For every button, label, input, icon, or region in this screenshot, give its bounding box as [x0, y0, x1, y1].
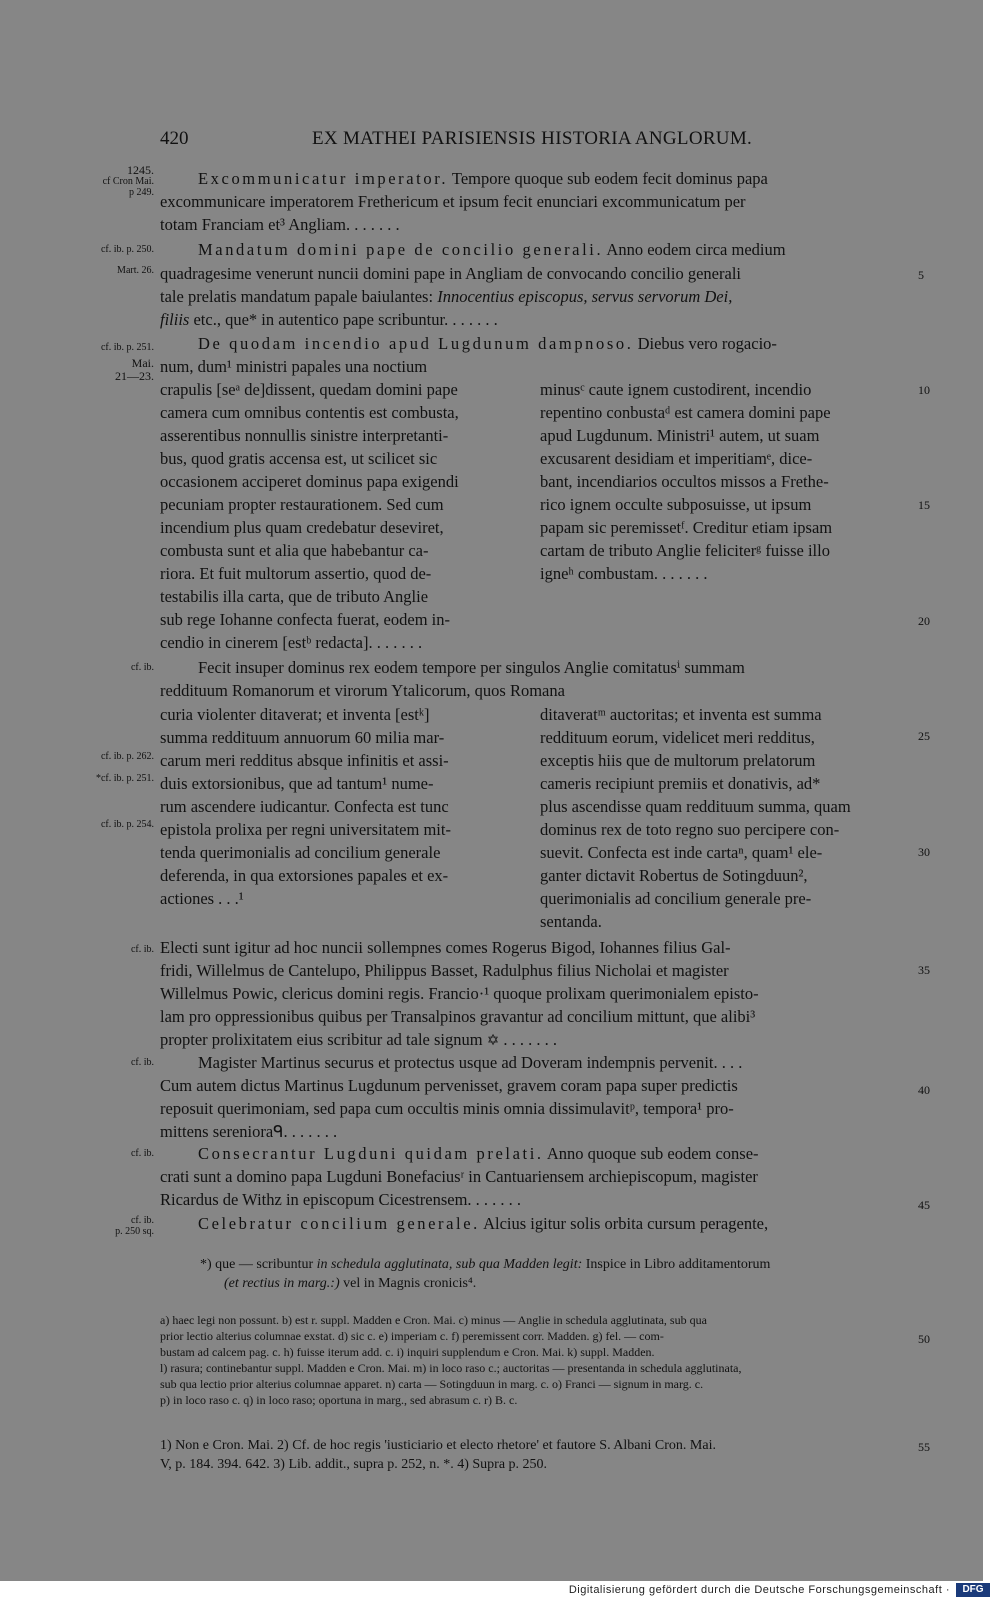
line-number: 10	[918, 383, 930, 397]
margin-note: cf. ib. p. 251.	[100, 342, 154, 353]
margin-note: Mai. 21—23.	[115, 356, 154, 383]
line-number: 50	[918, 1332, 930, 1346]
section-heading: Consecrantur Lugduni quidam prelati.	[198, 1144, 544, 1163]
line-number: 35	[918, 963, 930, 977]
text-line: totam Franciam et³ Angliam. . . . . . .	[160, 215, 400, 234]
section-heading: Celebratur concilium generale.	[198, 1214, 480, 1233]
right-column-1: minusᶜ caute ignem custodirent, incendio repentino conbustaᵈ est camera domini pape apud Lugdunum. Ministri¹ autem, ut suam excusarent desidiam et imperitiamᵉ, dice- bant, incendiarios occultos missos a Frethe- rico ignem occulte subposuisse, ut ipsum papam sic peremissetᶠ. Creditur etiam ipsam cartam de tributo Anglie feliciterᵍ fuisse illo igneʰ combustam. . . . . . .	[540, 380, 833, 583]
margin-note: cf. ib.	[130, 1057, 154, 1068]
line-number: 15	[918, 498, 930, 512]
text-line: Consecrantur Lugduni quidam prelati. Anno quoque sub eodem conse-	[160, 1143, 900, 1164]
lettered-footnotes: a) haec legi non possunt. b) est r. suppl. Madden e Cron. Mai. c) minus — Anglie in schedula agglutinata, sub qua prior lectio alterius columnae exstat. d) sic c. e) imperiam c. f) peremissent corr. Madden. g) fel. — com- bustam ad calcem pag. c. h) fuisse iterum add. c. i) inquiri supplendum e Cron. Mai. k) suppl. Madden. l) rasura; continebantur suppl. Madden e Cron. Mai. m) in loco raso c.; auctoritas — presentanda in schedula agglutinata, sub qua lectio prior alterius columnae apparet. n) carta — Sotingduun in marg. c. o) Franci — signum in marg. c. p) in loco raso c. q) in loco raso; oportuna in marg., sed abrasum c. r) B. c.	[160, 1313, 742, 1407]
text-line: Excommunicatur imperator. Tempore quoque sub eodem fecit dominus papa	[160, 168, 900, 189]
footer-bar	[0, 1581, 1000, 1600]
star-footnote: *) que — scribuntur in schedula agglutinata, sub qua Madden legit: Inspice in Libro additamentorum (et rectius in marg.:) vel in Magnis cronicis⁴.	[200, 1257, 771, 1291]
text-line: mittens serenioraᑫ. . . . . . .	[160, 1122, 338, 1141]
text-line: De quodam incendio apud Lugdunum dampnoso. Diebus vero rogacio-	[160, 333, 900, 354]
dfg-logo: DFG	[956, 1583, 990, 1597]
section-heading: De quodam incendio apud Lugdunum dampnoso.	[198, 334, 634, 353]
text-line: crati sunt a domino papa Lugduni Bonefaciusʳ in Cantuariensem archiepiscopum, magister	[160, 1167, 758, 1186]
page-number: 420	[160, 128, 189, 149]
margin-note: *cf. ib. p. 251.	[95, 773, 154, 784]
text-line: reddituum Romanorum et virorum Ytalicorum, quos Romana	[160, 681, 565, 700]
left-column-1: crapulis [seᵃ de]dissent, quedam domini pape camera cum omnibus contentis est combusta, asserentibus nonnullis sinistre interpretanti- bus, quod gratis accensa est, ut scilicet sic occasionem acciperet dominus papa exigendi pecuniam propter restaurationem. Sed cum incendium plus quam credebatur deseviret, combusta sunt et alia que habebantur ca- riora. Et fuit multorum assertio, quod de- testabilis illa carta, que de tributo Anglie sub rege Iohanne confecta fuerat, eodem in- cendio in cinerem [estᵇ redacta]. . . . . . .	[160, 380, 459, 652]
margin-note: cf. ib.	[130, 944, 154, 955]
margin-note: cf. ib. p. 250 sq.	[115, 1215, 154, 1237]
margin-note: 1245. cf Cron Mai. p 249.	[102, 163, 154, 198]
text-line: filiis etc., que* in autentico pape scribuntur. . . . . . .	[160, 310, 498, 329]
text-line: tale prelatis mandatum papale baiulantes: Innocentius episcopus, servus servorum Dei,	[160, 287, 733, 306]
section-heading: Excommunicatur imperator.	[198, 169, 449, 188]
text-line: quadragesime venerunt nuncii domini pape in Angliam de convocando concilio generali	[160, 264, 741, 283]
section-heading: Mandatum domini pape de concilio generali.	[198, 240, 604, 259]
margin-note: cf. ib. p. 250.	[100, 244, 154, 255]
margin-note: cf. ib. p. 254.	[100, 819, 154, 830]
margin-note: Mart. 26.	[117, 265, 154, 276]
text-line: Electi sunt igitur ad hoc nuncii sollempnes comes Rogerus Bigod, Iohannes filius Gal-	[160, 938, 731, 957]
text-line: Mandatum domini pape de concilio generali. Anno eodem circa medium	[160, 239, 900, 260]
star-of-david-icon: ✡	[486, 1033, 500, 1049]
left-column-2: curia violenter ditaverat; et inventa [estᵏ] summa reddituum annuorum 60 milia mar- carum meri redditus absque infinitis et assi- duis extorsionibus, que ad tantum¹ nume- rum ascendere iudicantur. Confecta est tunc epistola prolixa per regni universitatem mit- tenda querimonialis ad concilium generale deferenda, in qua extorsiones papales et ex- actiones . . .¹	[160, 705, 451, 908]
right-column-2: ditaveratᵐ auctoritas; et inventa est summa reddituum eorum, videlicet meri redditus, exceptis hiis que de multorum prelatorum cameris recipiunt premiis et donativis, ad* plus ascendisse quam reddituum summa, quam dominus rex de toto regno suo percipere con- suevit. Confecta est inde cartaⁿ, quam¹ ele- ganter dictavit Robertus de Sotingduun², querimonialis ad concilium generale pre- sentanda.	[540, 705, 851, 931]
running-title: EX MATHEI PARISIENSIS HISTORIA ANGLORUM.	[312, 128, 753, 149]
margin-note: cf. ib.	[130, 662, 154, 673]
text-line: num, dum¹ ministri papales una noctium	[160, 357, 428, 376]
text-line: Magister Martinus securus et protectus usque ad Doveram indempnis pervenit. . . .	[198, 1053, 743, 1072]
text-line: lam pro oppressionibus quibus per Transalpinos gravantur ad concilium mittunt, que alibi³	[160, 1007, 756, 1026]
footer-credit: Digitalisierung gefördert durch die Deutsche Forschungsgemeinschaft ·	[568, 1584, 950, 1596]
line-number: 30	[918, 845, 930, 859]
margin-note: cf. ib. p. 262.	[100, 751, 154, 762]
line-number: 5	[918, 268, 924, 282]
line-number: 20	[918, 614, 930, 628]
text-line: fridi, Willelmus de Cantelupo, Philippus Basset, Radulphus filius Nicholai et magister	[160, 961, 729, 980]
text-line: Willelmus Powic, clericus domini regis. Francio·¹ quoque prolixam querimonialem episto-	[160, 984, 759, 1003]
margin-note: cf. ib.	[130, 1148, 154, 1159]
line-number: 55	[918, 1440, 930, 1454]
text-line: reposuit querimoniam, sed papa cum occultis minis omnia dissimulavitᵖ, tempora¹ pro-	[160, 1099, 734, 1118]
numbered-footnotes: 1) Non e Cron. Mai. 2) Cf. de hoc regis 'iusticiario et electo rhetore' et fautore S. Albani Cron. Mai. V, p. 184. 394. 642. 3) Lib. addit., supra p. 252, n. *. 4) Supra p. 250.	[160, 1438, 716, 1472]
text-line: excommunicare imperatorem Frethericum et ipsum fecit enunciari excommunicatum per	[160, 192, 746, 211]
line-number: 45	[918, 1198, 930, 1212]
text-line: Ricardus de Withz in episcopum Cicestrensem. . . . . . .	[160, 1190, 522, 1209]
text-line: Cum autem dictus Martinus Lugdunum pervenisset, gravem coram papa super predictis	[160, 1076, 738, 1095]
line-number: 40	[918, 1083, 930, 1097]
text-line: Celebratur concilium generale. Alcius igitur solis orbita cursum peragente,	[160, 1213, 900, 1234]
text-line: propter prolixitatem eius scribitur ad tale signum ✡ . . . . . . .	[160, 1030, 558, 1049]
line-number: 25	[918, 729, 930, 743]
text-line: Fecit insuper dominus rex eodem tempore per singulos Anglie comitatusⁱ summam	[198, 658, 745, 677]
